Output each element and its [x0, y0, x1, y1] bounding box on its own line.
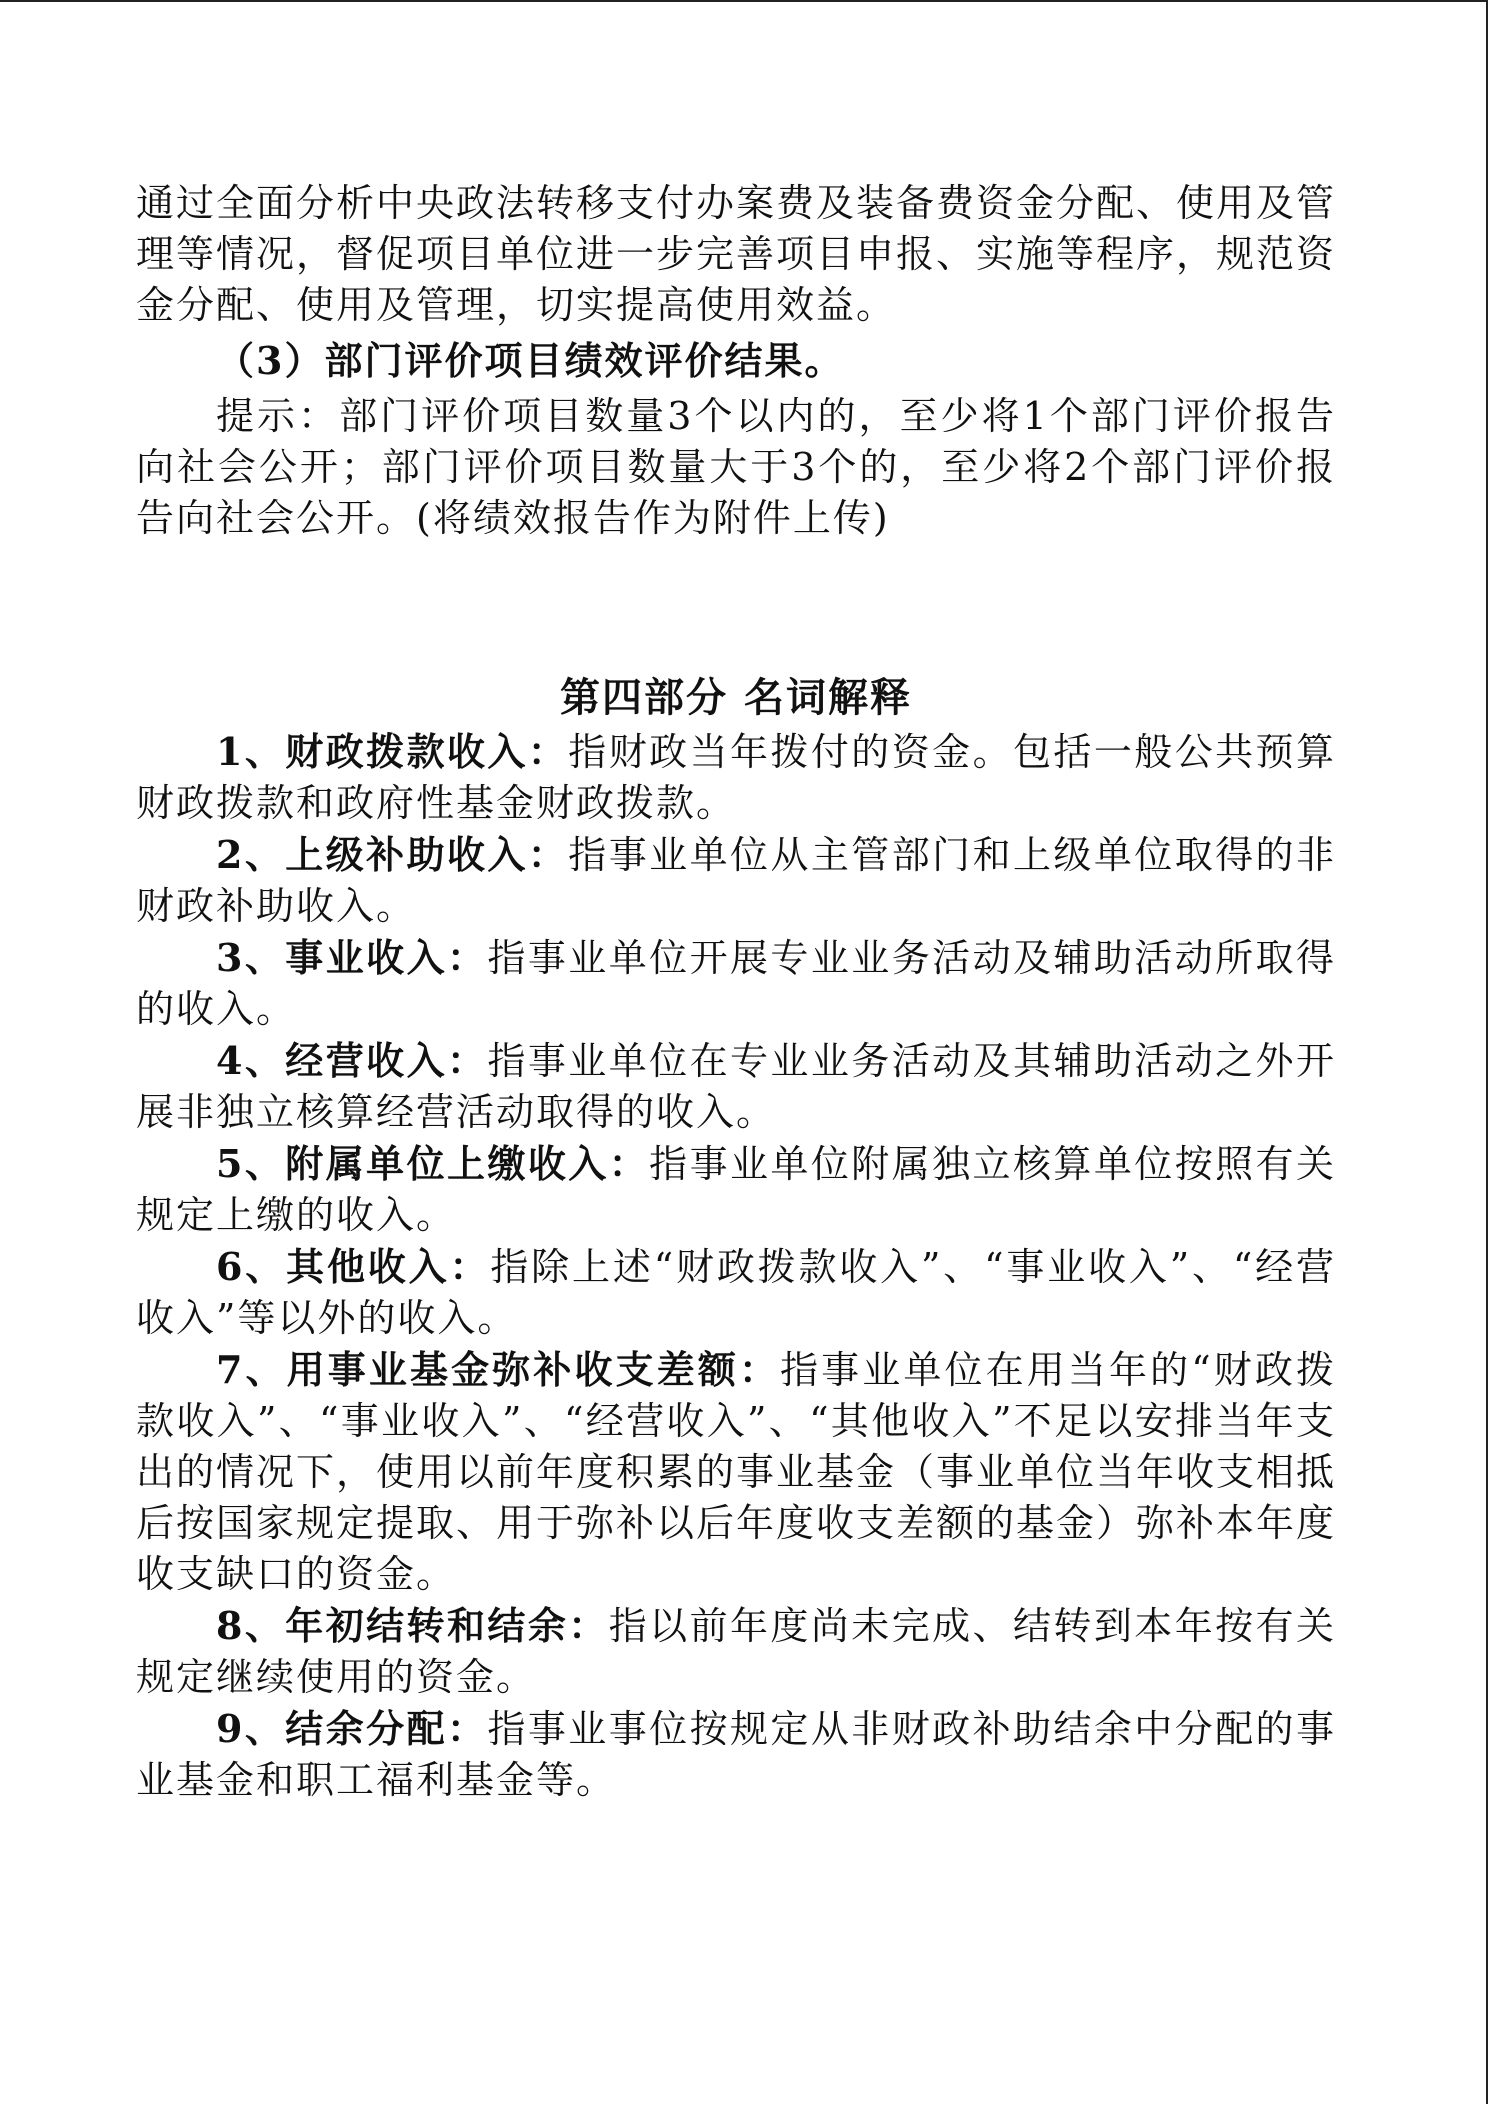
- definition-item: [136, 1703, 1336, 1806]
- definition-item: [136, 1035, 1336, 1138]
- section-title: 第四部分 名词解释: [560, 674, 912, 721]
- subsection-title: （3）部门评价项目绩效评价结果。: [216, 338, 845, 383]
- definition-term: 6、其他收入：: [216, 1244, 491, 1289]
- definition-term: 4、经营收入：: [216, 1038, 488, 1083]
- definition-text: 指以前年度尚未完成、结转到本年按有关规定继续使用的资金。: [136, 1604, 1336, 1699]
- definition-text: 指事业单位在用当年的“财政拨款收入”、“事业收入”、“经营收入”、“其他收入”不足以安排当年支出的情况下，使用以前年度积累的事业基金（事业单位当年收支相抵后按国家规定提取、用于弥补以后年度收支差额的基金）弥补本年度收支缺口的资金。: [136, 1348, 1337, 1596]
- definition-item: [136, 1138, 1336, 1241]
- definition-item: [136, 1344, 1336, 1600]
- definition-text: 指事业事位按规定从非财政补助结余中分配的事业基金和职工福利基金等。: [136, 1707, 1336, 1802]
- definition-text: 指事业单位从主管部门和上级单位取得的非财政补助收入。: [136, 833, 1336, 928]
- definition-item: [136, 1241, 1336, 1344]
- definition-item: [136, 1600, 1336, 1703]
- definition-term: 7、用事业基金弥补收支差额：: [216, 1347, 781, 1392]
- definition-term: 8、年初结转和结余：: [216, 1603, 609, 1648]
- document-content: [136, 178, 1336, 1806]
- definition-text: 指事业单位附属独立核算单位按照有关规定上缴的收入。: [136, 1142, 1336, 1237]
- definition-text: 指除上述“财政拨款收入”、“事业收入”、“经营收入”等以外的收入。: [136, 1245, 1336, 1340]
- definition-text: 指事业单位开展专业业务活动及辅助活动所取得的收入。: [136, 936, 1336, 1031]
- definition-item: [136, 829, 1336, 932]
- definition-text: 指财政当年拨付的资金。包括一般公共预算财政拨款和政府性基金财政拨款。: [136, 730, 1336, 825]
- definition-term: 9、结余分配：: [216, 1706, 488, 1751]
- definition-item: [136, 932, 1336, 1035]
- definition-item: [136, 726, 1336, 829]
- definition-text: 指事业单位在专业业务活动及其辅助活动之外开展非独立核算经营活动取得的收入。: [136, 1039, 1336, 1134]
- definition-term: 2、上级补助收入：: [216, 832, 569, 877]
- hint-paragraph: 提示：部门评价项目数量3个以内的，至少将1个部门评价报告向社会公开；部门评价项目数量大于3个的，至少将2个部门评价报告向社会公开。(将绩效报告作为附件上传): [136, 394, 1336, 540]
- continuation-paragraph: 通过全面分析中央政法转移支付办案费及装备费资金分配、使用及管理等情况，督促项目单位进一步完善项目申报、实施等程序，规范资金分配、使用及管理，切实提高使用效益。: [136, 181, 1337, 327]
- definition-term: 3、事业收入：: [216, 935, 488, 980]
- definition-term: 1、财政拨款收入：: [216, 729, 569, 774]
- definition-term: 5、附属单位上缴收入：: [216, 1141, 650, 1186]
